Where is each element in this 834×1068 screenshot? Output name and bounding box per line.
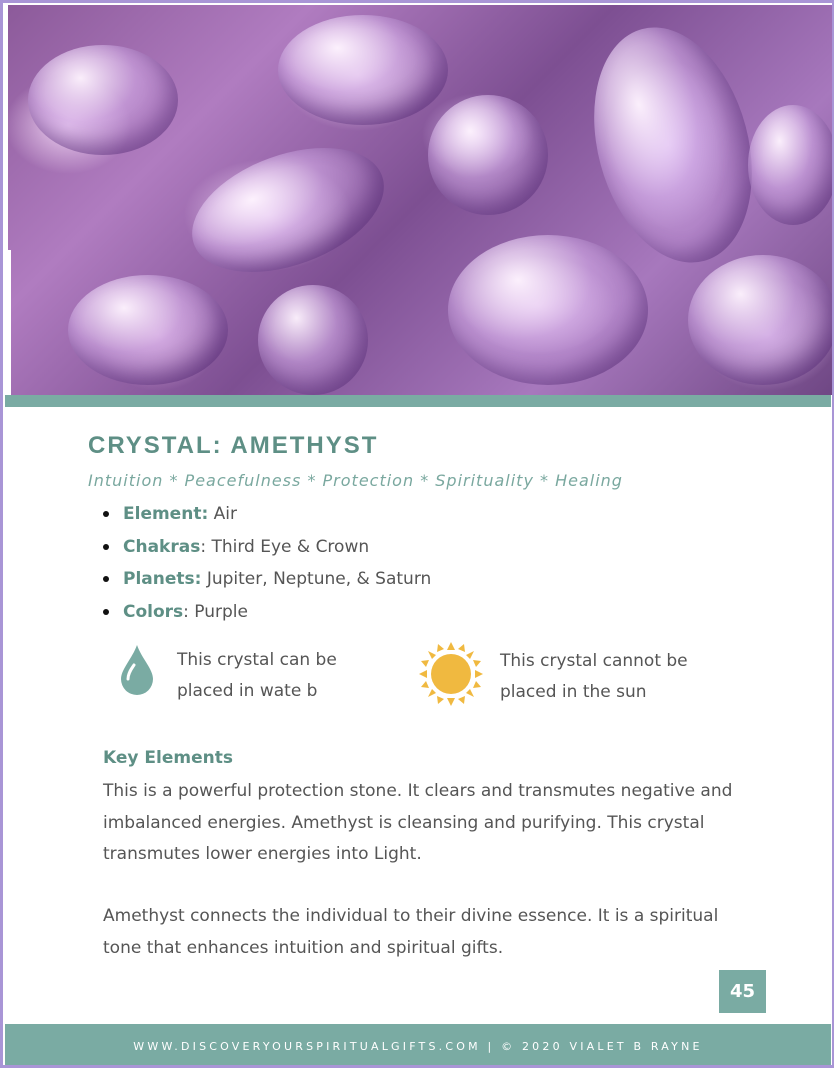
key-elements-paragraph-1: This is a powerful protection stone. It clears and transmutes negative and imbalanced energies. Amethyst is cleansing and purifying. This crystal transmutes lower energies into Light.	[103, 781, 733, 864]
sun-care-text	[500, 646, 740, 708]
attribute-value: : Purple	[183, 601, 248, 622]
attribute-key: Chakras	[123, 536, 201, 557]
attribute-planets	[103, 567, 431, 600]
sun-care-line-1: This crystal cannot be	[500, 651, 688, 671]
water-care-line-2: placed in wate b	[177, 681, 318, 701]
page-number: 45	[719, 970, 766, 1013]
water-drop-icon	[118, 643, 156, 697]
attribute-list	[103, 502, 431, 632]
attribute-value: : Third Eye & Crown	[200, 536, 370, 557]
attribute-key: Planets:	[123, 569, 202, 589]
attribute-value: Jupiter, Neptune, & Saturn	[201, 569, 432, 589]
hero-left-edge	[5, 250, 11, 395]
crystal-title: CRYSTAL: AMETHYST	[88, 432, 379, 459]
key-elements-heading: Key Elements	[103, 748, 233, 768]
footer-text: WWW.DISCOVERYOURSPIRITUALGIFTS.COM | © 2020 VIALET B RAYNE	[133, 1039, 703, 1053]
header-divider-band	[5, 395, 831, 407]
water-care-line-1: This crystal can be	[177, 650, 337, 670]
sun-icon	[418, 641, 484, 707]
sun-care-line-2: placed in the sun	[500, 682, 647, 702]
footer	[5, 1024, 831, 1068]
attribute-value: Air	[208, 504, 237, 524]
attribute-element	[103, 502, 431, 535]
key-elements-paragraph-2: Amethyst connects the individual to their divine essence. It is a spiritual tone that enhances intuition and spiritual gifts.	[103, 906, 719, 958]
attribute-key: Element:	[123, 504, 209, 524]
attribute-key: Colors	[123, 601, 184, 622]
crystal-qualities: Intuition * Peacefulness * Protection * Spirituality * Healing	[88, 471, 623, 490]
amethyst-hero-image	[8, 5, 832, 395]
attribute-chakras	[103, 535, 431, 568]
water-care-text	[177, 645, 377, 707]
attribute-colors	[103, 600, 431, 633]
